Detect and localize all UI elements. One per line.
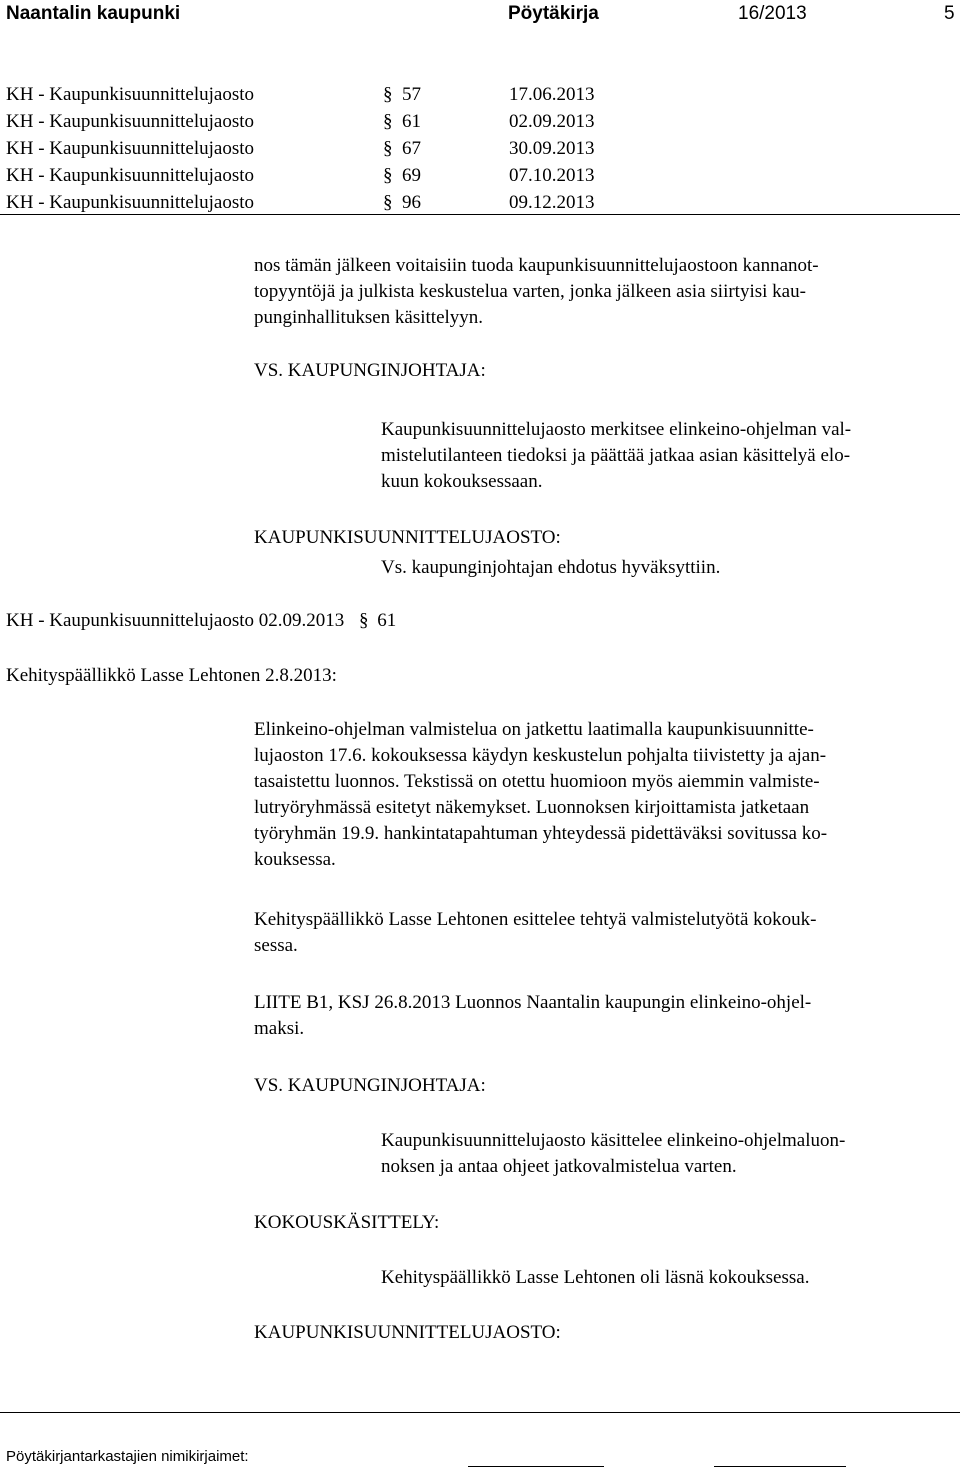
proposal-line: Kaupunkisuunnittelujaosto merkitsee elinkeino-ohjelman val- bbox=[381, 419, 852, 440]
proposal-line: mistelutilanteen tiedoksi ja päättää jatkaa asian käsittelyä elo- bbox=[381, 445, 851, 466]
vs-heading-1: VS. KAUPUNGINJOHTAJA: bbox=[254, 360, 486, 381]
body-paragraph-2 bbox=[254, 907, 954, 959]
document-number: 16/2013 bbox=[738, 3, 807, 24]
committee-heading-2: KAUPUNKISUUNNITTELUJAOSTO: bbox=[254, 1322, 561, 1343]
paragraph-sign: § bbox=[359, 610, 369, 631]
history-date: 02.09.2013 bbox=[509, 111, 595, 132]
body-line: sessa. bbox=[254, 935, 298, 956]
history-body: KH - Kaupunkisuunnittelujaosto bbox=[6, 84, 255, 105]
section-reference bbox=[6, 608, 396, 634]
presenter-heading: Kehityspäällikkö Lasse Lehtonen 2.8.2013: bbox=[6, 665, 337, 686]
body-line: lutryöryhmässä esitetyt näkemykset. Luonnoksen kirjoittamista jatketaan bbox=[254, 797, 810, 818]
history-body: KH - Kaupunkisuunnittelujaosto bbox=[6, 165, 255, 186]
paragraph-sign: § bbox=[383, 192, 393, 213]
body-line: Elinkeino-ohjelman valmistelua on jatkettu laatimalla kaupunkisuunnitte- bbox=[254, 719, 814, 740]
body-line: kouksessa. bbox=[254, 849, 336, 870]
signature-line-1[interactable] bbox=[468, 1466, 604, 1467]
history-body: KH - Kaupunkisuunnittelujaosto bbox=[6, 111, 255, 132]
proposal-line: noksen ja antaa ohjeet jatkovalmistelua varten. bbox=[381, 1156, 737, 1177]
proposal-line: Kaupunkisuunnittelujaosto käsittelee elinkeino-ohjelmaluon- bbox=[381, 1130, 846, 1151]
city-name: Naantalin kaupunki bbox=[6, 3, 181, 24]
signature-line-2[interactable] bbox=[714, 1466, 846, 1467]
paragraph-sign: § bbox=[383, 111, 393, 132]
body-line: Kehityspäällikkö Lasse Lehtonen esittelee tehtyä valmistelutyötä kokouk- bbox=[254, 909, 817, 930]
intro-line: nos tämän jälkeen voitaisiin tuoda kaupunkisuunnittelujaostoon kannanot- bbox=[254, 255, 819, 276]
history-section: 67 bbox=[402, 138, 421, 159]
intro-paragraph bbox=[254, 253, 954, 331]
history-section: 61 bbox=[402, 111, 421, 132]
body-paragraph-1 bbox=[254, 717, 954, 873]
meeting-note: Kehityspäällikkö Lasse Lehtonen oli läsnä kokouksessa. bbox=[381, 1267, 810, 1288]
intro-line: topyyntöjä ja julkista keskustelua varten, jonka jälkeen asia siirtyisi kau- bbox=[254, 281, 806, 302]
body-line: työryhmän 19.9. hankintatapahtuman yhteydessä pidettäväksi sovitussa ko- bbox=[254, 823, 828, 844]
section-number: 61 bbox=[377, 610, 397, 631]
page-number: 5 bbox=[944, 3, 955, 24]
paragraph-sign: § bbox=[383, 165, 393, 186]
proposal-2 bbox=[381, 1128, 956, 1180]
proposal-line: kuun kokouksessaan. bbox=[381, 471, 543, 492]
history-date: 07.10.2013 bbox=[509, 165, 595, 186]
paragraph-sign: § bbox=[383, 84, 393, 105]
decision-1: Vs. kaupunginjohtajan ehdotus hyväksyttiin. bbox=[381, 557, 721, 578]
history-section: 57 bbox=[402, 84, 421, 105]
intro-line: punginhallituksen käsittelyyn. bbox=[254, 307, 484, 328]
history-body: KH - Kaupunkisuunnittelujaosto bbox=[6, 192, 255, 213]
attachment-line: LIITE B1, KSJ 26.8.2013 Luonnos Naantalin kaupungin elinkeino-ohjel- bbox=[254, 992, 812, 1013]
history-body: KH - Kaupunkisuunnittelujaosto bbox=[6, 138, 255, 159]
meeting-heading: KOKOUSKÄSITTELY: bbox=[254, 1212, 440, 1233]
paragraph-sign: § bbox=[383, 138, 393, 159]
vs-heading-2: VS. KAUPUNGINJOHTAJA: bbox=[254, 1075, 486, 1096]
body-line: tasaistettu luonnos. Tekstissä on otettu huomioon myös aiemmin valmiste- bbox=[254, 771, 820, 792]
history-date: 09.12.2013 bbox=[509, 192, 595, 213]
history-date: 17.06.2013 bbox=[509, 84, 595, 105]
body-line: lujaoston 17.6. kokouksessa käydyn keskustelun pohjalta tiivistetty ja ajan- bbox=[254, 745, 827, 766]
committee-heading-1: KAUPUNKISUUNNITTELUJAOSTO: bbox=[254, 527, 561, 548]
document-type: Pöytäkirja bbox=[508, 3, 599, 24]
signature-label: Pöytäkirjantarkastajien nimikirjaimet: bbox=[6, 1448, 249, 1465]
history-divider bbox=[0, 214, 960, 215]
section-reference-text: KH - Kaupunkisuunnittelujaosto 02.09.2013 bbox=[6, 610, 345, 631]
history-section: 96 bbox=[402, 192, 421, 213]
history-date: 30.09.2013 bbox=[509, 138, 595, 159]
attachment-paragraph bbox=[254, 990, 954, 1042]
footer-divider bbox=[0, 1412, 960, 1413]
proposal-1 bbox=[381, 417, 956, 495]
history-section: 69 bbox=[402, 165, 421, 186]
attachment-line: maksi. bbox=[254, 1018, 305, 1039]
